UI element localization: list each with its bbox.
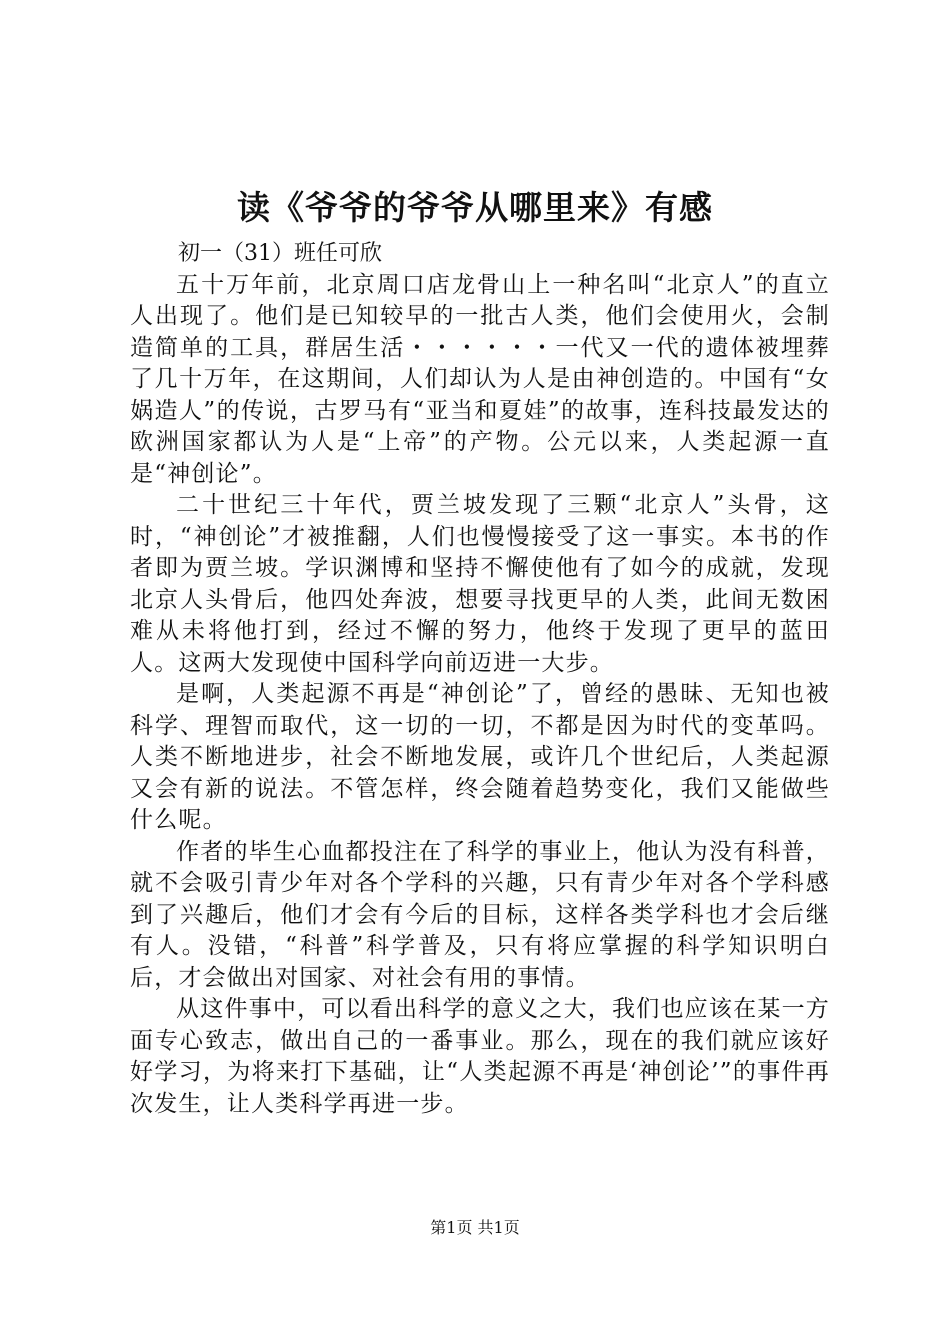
paragraph-5: 从这件事中，可以看出科学的意义之大，我们也应该在某一方面专心致志，做出自己的一番事业。那么，现在的我们就应该好好学习，为将来打下基础，让“人类起源不再是‘神创论’”的事件再次发生，让人类科学再进一步。 [130, 996, 830, 1117]
paragraph-4: 作者的毕生心血都投注在了科学的事业上，他认为没有科普，就不会吸引青少年对各个学科的兴趣，只有青少年对各个学科感到了兴趣后，他们才会有今后的目标，这样各类学科也才会后继有人。没错，“科普”科学普及，只有将应掌握的科学知识明白后，才会做出对国家、对社会有用的事情。 [130, 838, 830, 991]
document-body [130, 238, 830, 1120]
page-footer: 第1页 共1页 [430, 1218, 520, 1237]
author-line: 初一（31）班任可欣 [178, 241, 382, 266]
paragraph-2: 二十世纪三十年代，贾兰坡发现了三颗“北京人”头骨，这时，“神创论”才被推翻，人们也慢慢接受了这一事实。本书的作者即为贾兰坡。学识渊博和坚持不懈使他有了如今的成就，发现北京人头骨后，他四处奔波，想要寻找更早的人类，此间无数困难从未将他打到，经过不懈的努力，他终于发现了更早的蓝田人。这两大发现使中国科学向前迈进一大步。 [130, 492, 830, 676]
paragraph-3: 是啊，人类起源不再是“神创论”了，曾经的愚昧、无知也被科学、理智而取代，这一切的一切，不都是因为时代的变革吗。人类不断地进步，社会不断地发展，或许几个世纪后，人类起源又会有新的说法。不管怎样，终会随着趋势变化，我们又能做些什么呢。 [130, 681, 830, 833]
paragraph-1: 五十万年前，北京周口店龙骨山上一种名叫“北京人”的直立人出现了。他们是已知较早的一批古人类，他们会使用火，会制造简单的工具，群居生活・・・・・・一代又一代的遗体被埋葬了几十万年，在这期间，人们却认为人是由神创造的。中国有“女娲造人”的传说，古罗马有“亚当和夏娃”的故事，连科技最发达的欧洲国家都认为人是“上帝”的产物。公元以来，人类起源一直是“神创论”。 [130, 271, 830, 487]
document-title: 读《爷爷的爷爷从哪里来》有感 [237, 188, 713, 227]
